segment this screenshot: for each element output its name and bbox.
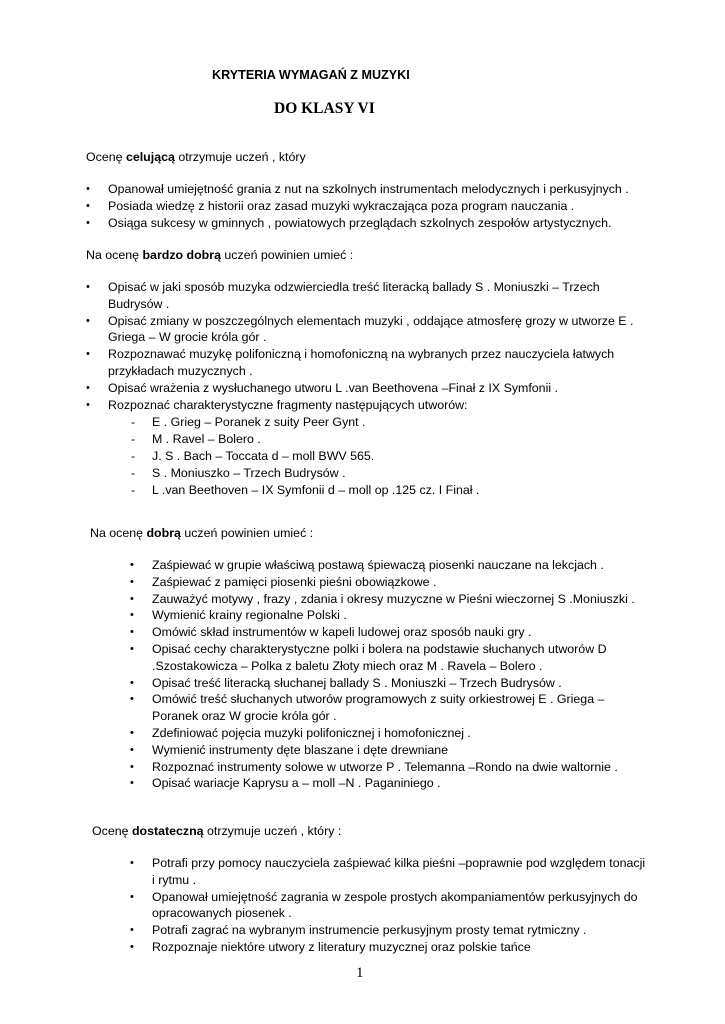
list-item: • Rozpoznać instrumenty solowe w utworze P . Telemanna –Rondo na dwie waltornie . bbox=[130, 759, 618, 774]
list-item: • Opisać wariacje Kaprysu a – moll –N . Paganiniego . bbox=[130, 776, 441, 791]
list-item: • Rozpoznać charakterystyczne fragmenty następujących utworów: bbox=[86, 397, 468, 412]
list-item: • Potrafi przy pomocy nauczyciela zaśpiewać kilka pieśni –poprawnie pod względem tonacji i rytmu . bbox=[130, 856, 646, 887]
document-subtitle: DO KLASY VI bbox=[274, 100, 375, 117]
list-item: • Opanował umiejętność grania z nut na szkolnych instrumentach melodycznych i perkusyjnych . bbox=[86, 182, 629, 196]
list-item: • Rozpoznaje niektóre utwory z literatury muzycznej oraz polskie tańce bbox=[130, 939, 531, 954]
section-heading-bardzo-dobra: Na ocenę bardzo dobrą uczeń powinien umieć : bbox=[86, 248, 354, 262]
list-item: • Zauważyć motywy , frazy , zdania i okresy muzyczne w Pieśni wieczornej S .Moniuszki . bbox=[130, 591, 635, 606]
list-item: • Osiąga sukcesy w gminnych , powiatowych przeglądach szkolnych zespołów artystycznych. bbox=[86, 215, 612, 230]
list-bardzo-dobra-works bbox=[131, 414, 480, 499]
list-dostateczna bbox=[130, 855, 646, 956]
section-heading-celujaca: Ocenę celującą otrzymuje uczeń , który bbox=[86, 150, 306, 164]
page-number: 1 bbox=[356, 965, 364, 981]
list-item: • Opisać cechy charakterystyczne polki i bolera na podstawie słuchanych utworów D .Szostakowicza – Polka z baletu Złoty miech oraz M . Ravela – Bolero . bbox=[130, 641, 607, 673]
list-item: • Wymienić krainy regionalne Polski . bbox=[130, 608, 347, 623]
list-item: • Omówić treść słuchanych utworów programowych z suity orkiestrowej E . Griega – Poranek oraz W grocie króla gór . bbox=[130, 692, 605, 724]
list-item: - M . Ravel – Bolero . bbox=[131, 432, 261, 446]
section-heading-dostateczna: Ocenę dostateczną otrzymuje uczeń , który : bbox=[92, 824, 342, 838]
list-bardzo-dobra bbox=[86, 279, 634, 413]
list-item: • Opanował umiejętność zagrania w zespole prostych akompaniamentów perkusyjnych do opracowanych piosenek . bbox=[130, 889, 638, 921]
list-item: • Zaśpiewać z pamięci piosenki pieśni obowiązkowe . bbox=[130, 574, 437, 589]
list-item: • Wymienić instrumenty dęte blaszane i dęte drewniane bbox=[130, 742, 449, 757]
list-item: • Posiada wiedzę z historii oraz zasad muzyki wykraczająca poza program nauczania . bbox=[86, 198, 575, 213]
list-item: • Opisać treść literacką słuchanej ballady S . Moniuszki – Trzech Budrysów . bbox=[130, 675, 562, 690]
list-item: - S . Moniuszko – Trzech Budrysów . bbox=[131, 466, 346, 480]
list-celujaca bbox=[86, 181, 629, 231]
list-item: • Opisać w jaki sposób muzyka odzwierciedla treść literacką ballady S . Moniuszki – Trzech Budrysów . bbox=[86, 280, 600, 311]
list-item: - J. S . Bach – Toccata d – moll BWV 565. bbox=[131, 449, 375, 463]
list-item: • Opisać wrażenia z wysłuchanego utworu L .van Beethovena –Finał z IX Symfonii . bbox=[86, 380, 558, 395]
list-item: • Zaśpiewać w grupie właściwą postawą śpiewaczą piosenki nauczane na lekcjach . bbox=[130, 558, 604, 572]
list-item: - L .van Beethoven – IX Symfonii d – moll op .125 cz. I Finał . bbox=[131, 483, 480, 497]
list-item: • Rozpoznawać muzykę polifoniczną i homofoniczną na wybranych przez nauczyciela łatwych przykładach muzycznych . bbox=[86, 347, 615, 378]
list-item: • Omówić skład instrumentów w kapeli ludowej oraz sposób nauki gry . bbox=[130, 625, 532, 640]
section-heading-dobra: Na ocenę dobrą uczeń powinien umieć : bbox=[90, 526, 314, 540]
list-dobra bbox=[130, 557, 635, 792]
document-title: KRYTERIA WYMAGAŃ Z MUZYKI bbox=[212, 68, 410, 82]
list-item: - E . Grieg – Poranek z suity Peer Gynt . bbox=[131, 415, 366, 429]
list-item: • Opisać zmiany w poszczególnych elementach muzyki , oddające atmosferę grozy w utworze E . Griega – W grocie króla gór . bbox=[86, 313, 634, 345]
list-item: • Potrafi zagrać na wybranym instrumencie perkusyjnym prosty temat rytmiczny . bbox=[130, 923, 587, 938]
list-item: • Zdefiniować pojęcia muzyki polifonicznej i homofonicznej . bbox=[130, 725, 471, 740]
